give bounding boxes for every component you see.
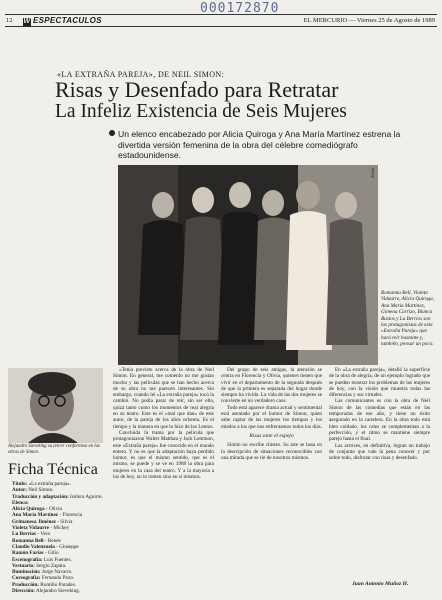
- ficha-row-value: - Mickey: [50, 525, 70, 532]
- article-kicker: «LA EXTRAÑA PAREJA», DE NEIL SIMON:: [57, 70, 225, 79]
- ficha-row-value: - Olivia: [45, 506, 62, 513]
- ficha-row-value: - Gilio: [44, 550, 59, 557]
- lede-bullet-icon: [109, 130, 115, 136]
- ficha-row-value: Neil Simon.: [28, 487, 54, 494]
- page-number: 12: [6, 17, 13, 24]
- photo-credit: Zeller: [370, 167, 375, 178]
- ficha-row-label: Elenco:: [12, 499, 29, 506]
- ficha-row-value: Luis Fuentes.: [43, 556, 72, 563]
- paragraph: Concluida la trama por la película que protagonizaron Walter Matthau y Jack Lemmon, este «Extraña pareja» fue conocido en el mundo entero. Y no es que la adaptación haya perdido humor, es que el mismo sentido, que es el mismo, se puede y se ve en 1988 la obra para mujeres en la casa del teatro. Y a la mayoría a los de hoy, no lo tomen sino en sí mismos.: [113, 429, 214, 481]
- ficha-row-value: - Florencia: [59, 512, 83, 519]
- ficha-row-label: Título:: [12, 481, 28, 487]
- ficha-row-value: Isidora Aguirre.: [69, 493, 103, 500]
- cast-photo: [118, 165, 378, 365]
- paragraph: Todo está aparece drama actual y sentimental está asentado por el humor de Simon, quien sabe captar de las mujeres los tiempos y los miedos a los que nos enfrentamos todos los días.: [221, 404, 322, 430]
- ficha-row-label: Violeta Vidaurre: [12, 525, 50, 532]
- article-column-1: [113, 367, 214, 480]
- ficha-row-label: Dirección:: [12, 588, 35, 595]
- section-label: ESPECTACULOS: [33, 16, 102, 25]
- portrait-caption: Alejandro Sieveking su tercer conformiso en las obras de Simon.: [8, 444, 100, 455]
- ficha-row-label: Autor:: [12, 487, 27, 494]
- cast-photo-image: [118, 165, 378, 365]
- ficha-row-label: Coreografía:: [12, 575, 41, 582]
- ficha-row-label: Producción:: [12, 581, 39, 588]
- page-header-bar: [5, 14, 437, 27]
- ficha-row-value: - Renée: [44, 537, 61, 544]
- author-signature: Juan Antonio Muñoz H.: [352, 581, 409, 587]
- article-lede: [118, 129, 423, 161]
- ficha-row-label: Lu Berríos: [12, 531, 37, 538]
- ficha-row-label: Ana María Martínez: [12, 512, 59, 519]
- ficha-row-label: Escenografía:: [12, 556, 43, 563]
- ficha-tecnica-list: [12, 481, 107, 594]
- ficha-row-value: Fernando Pozo.: [41, 575, 75, 582]
- article-column-3: [329, 367, 430, 461]
- section-name: [23, 15, 102, 26]
- article-column-2: [221, 367, 322, 461]
- newspaper-date: EL MERCURIO — Viernes 25 de Agosto de 1989: [303, 17, 435, 24]
- paragraph: Simón no escribe chistes. Su arte se basa en la descripción de situaciones reconocibles con una mirada que se ríe de nosotros mismos.: [221, 442, 322, 461]
- paragraph: «Tenía previsto acerca de la obra de Neil Simon. En general, me comento no me gustan mucho y las películas que se han hecho acerca de su obra no me parecen interesantes. Sin embargo, cuando leí «La extraña pareja» tocó la cambió. No podía parar de reír, sin ser ella, quizá tanto como los momentos de real alegría en su teatro. Este es el «mal que dan» de este autor, de la pareja de los años ochenta. Es el tiempo y la manera en que lo hizo de los Lentos.: [113, 367, 214, 430]
- ficha-row-label: Grimanesa Jiménez: [12, 518, 56, 525]
- director-portrait-image: [8, 368, 103, 443]
- ficha-row-label: Romanna Bell: [12, 537, 44, 544]
- director-portrait: [8, 368, 103, 443]
- section-subhead: Risas ante el espejo: [249, 432, 294, 439]
- section-initial: W: [23, 18, 31, 25]
- ficha-row-label: Traducción y adaptación:: [12, 493, 69, 500]
- ficha-row-value: - Giuseppe: [56, 543, 79, 550]
- ficha-row-value: - Silvia: [57, 518, 73, 525]
- article-title-line-1: Risas y Desenfado para Retratar: [55, 77, 339, 102]
- ficha-tecnica-title: Ficha Técnica: [8, 461, 98, 478]
- ficha-row-value: Alejandro Sieveking.: [35, 588, 81, 595]
- ficha-row: [12, 588, 107, 594]
- paragraph: Las actrices, en definitiva, logran un trabajo de conjunto que vale la pena conocer y por sobre todo, disfrutar con risas y desenfado.: [329, 442, 430, 462]
- ficha-row-value: - Vera: [37, 531, 50, 538]
- ficha-row-label: Alicia Quiroga: [12, 506, 45, 513]
- ficha-row-value: Jorge Navarro.: [41, 569, 73, 576]
- ficha-row-label: Iluminación:: [12, 569, 41, 576]
- ficha-row-value: Romilio Parades.: [40, 581, 77, 588]
- paragraph: Del grupo de seis amigas, la atención se centra en Florencia y Olivia, quienes tienen que vivir en el departamento de la segunda después de que la primera es separada del hogar donde siempre ha vivido. La vida de las dos mujeres se convierte en un verdadero caos.: [221, 367, 322, 405]
- photo-caption: Romanna Bell, Violeta Vidaurre, Alicia Quiroga, Ana María Martínez, Gimena Carrizo, Blanca Bustos y Lu Berríos son las protagonistas de esta «Extraña Pareja» que hará reír bastante y, también, pensar un poco.: [381, 290, 435, 348]
- ficha-row-value: Sergio Zapata.: [36, 562, 67, 569]
- ficha-row-label: Ramón Farías: [12, 550, 44, 557]
- ficha-row-label: Claudio Valenzuela: [12, 543, 55, 550]
- paragraph: En «La extraña pareja», detalló la superficie de la obra de alegría, de un ejemplo logrado que se pueden mostrar los problemas de las mujeres de hoy, con la visión que muestra todas las diferencias y sus virtudes.: [329, 367, 430, 399]
- handwritten-reference-number: 000172870: [200, 1, 280, 16]
- paragraph: Las comunicantes es con la obra de Neil Simon de las comedias que están en las temporadas de ese año, y tiene un éxito asegurado en la cartelera. En la obra todo está bien cuidado, los roles se complementan a la perfección, y el ritmo se mantiene siempre parejo hasta el final.: [329, 398, 430, 443]
- ficha-row-label: Vestuario:: [12, 562, 35, 569]
- lede-text: Un elenco encabezado por Alicia Quiroga y Ana María Martínez estrena la divertida versión femenina de la obra del célebre comediógrafo estadounidense.: [118, 129, 401, 160]
- article-title-line-2: La Infeliz Existencia de Seis Mujeres: [55, 101, 347, 122]
- ficha-row-value: «La extraña pareja».: [28, 481, 72, 487]
